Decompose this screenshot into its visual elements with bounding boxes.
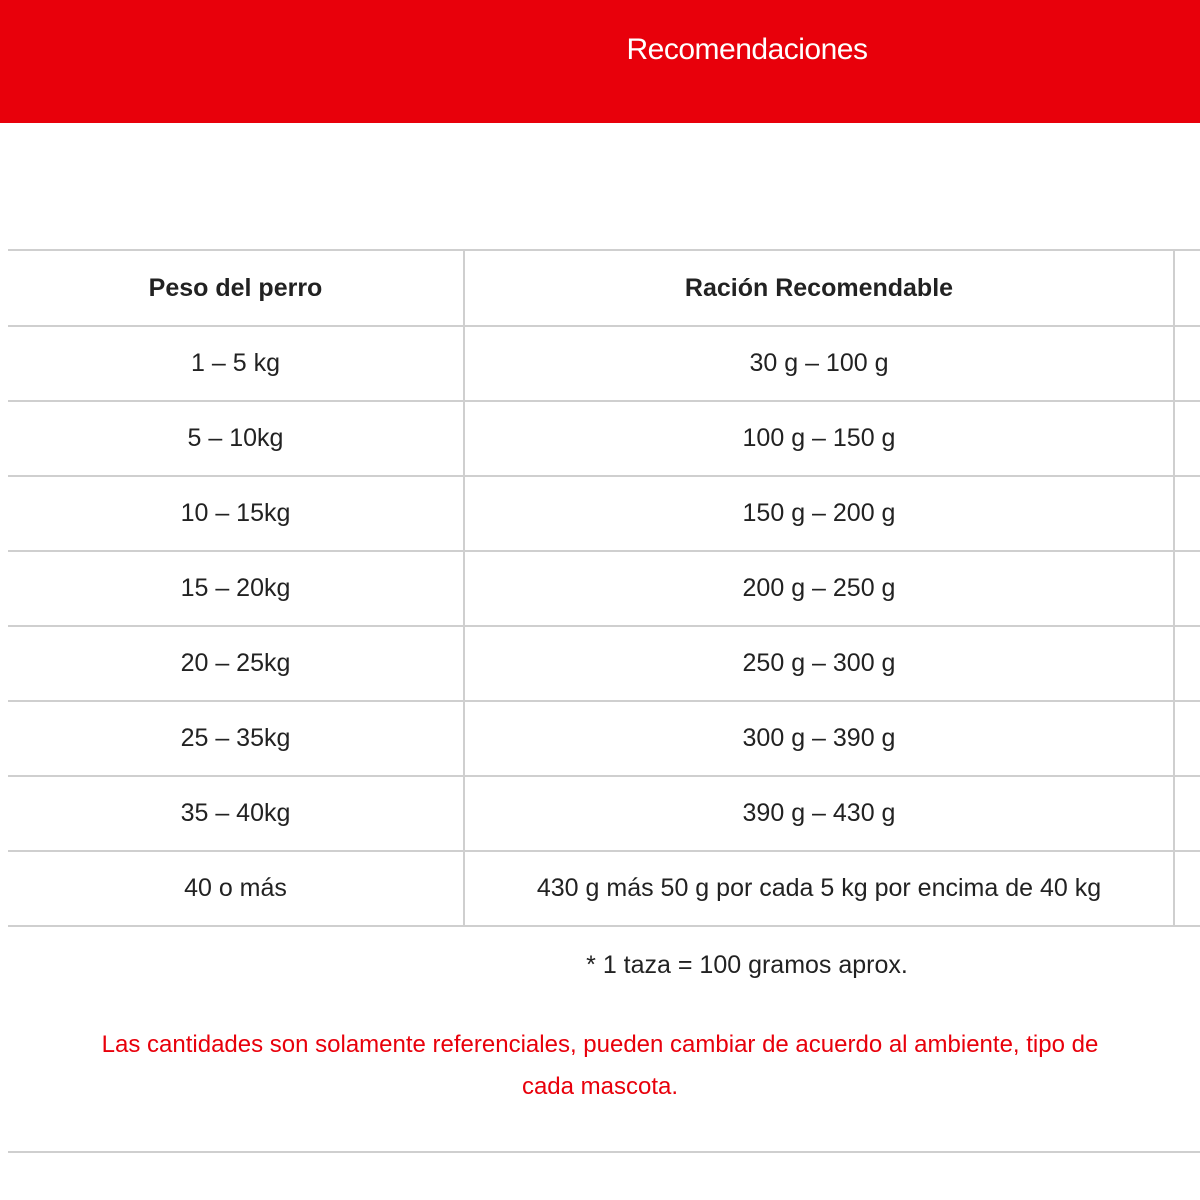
table-row <box>8 551 1200 626</box>
ration-cell: 250 g – 300 g <box>464 626 1174 701</box>
page-title: Recomendaciones <box>626 33 868 66</box>
ration-cell: 200 g – 250 g <box>464 551 1174 626</box>
extra-cell <box>1174 401 1200 476</box>
divider <box>8 1151 1200 1153</box>
feeding-table <box>8 249 1200 927</box>
table-row <box>8 701 1200 776</box>
ration-cell: 30 g – 100 g <box>464 326 1174 401</box>
weight-cell: 20 – 25kg <box>8 626 464 701</box>
extra-cell <box>1174 551 1200 626</box>
feeding-table-container <box>8 249 1200 927</box>
ration-cell: 300 g – 390 g <box>464 701 1174 776</box>
extra-cell <box>1174 626 1200 701</box>
extra-cell <box>1174 701 1200 776</box>
column-header-weight: Peso del perro <box>8 250 464 326</box>
disclaimer-line-2: cada mascota. <box>521 1073 679 1100</box>
ration-cell: 390 g – 430 g <box>464 776 1174 851</box>
table-row <box>8 401 1200 476</box>
weight-cell: 10 – 15kg <box>8 476 464 551</box>
extra-cell <box>1174 476 1200 551</box>
weight-cell: 5 – 10kg <box>8 401 464 476</box>
column-header-extra <box>1174 250 1200 326</box>
weight-cell: 40 o más <box>8 851 464 926</box>
weight-cell: 25 – 35kg <box>8 701 464 776</box>
table-row <box>8 776 1200 851</box>
extra-cell <box>1174 326 1200 401</box>
weight-cell: 1 – 5 kg <box>8 326 464 401</box>
weight-cell: 15 – 20kg <box>8 551 464 626</box>
ration-cell: 430 g más 50 g por cada 5 kg por encima de 40 kg <box>464 851 1174 926</box>
column-header-ration: Ración Recomendable <box>464 250 1174 326</box>
header-banner <box>0 0 1200 123</box>
ration-cell: 100 g – 150 g <box>464 401 1174 476</box>
weight-cell: 35 – 40kg <box>8 776 464 851</box>
extra-cell <box>1174 851 1200 926</box>
table-header-row <box>8 250 1200 326</box>
table-row <box>8 851 1200 926</box>
disclaimer-text <box>0 1024 1200 1108</box>
table-row <box>8 476 1200 551</box>
table-row <box>8 626 1200 701</box>
disclaimer-line-1: Las cantidades son solamente referenciales, pueden cambiar de acuerdo al ambiente, tipo de <box>101 1031 1099 1058</box>
ration-cell: 150 g – 200 g <box>464 476 1174 551</box>
cup-footnote: * 1 taza = 100 gramos aprox. <box>586 951 908 979</box>
extra-cell <box>1174 776 1200 851</box>
table-row <box>8 326 1200 401</box>
